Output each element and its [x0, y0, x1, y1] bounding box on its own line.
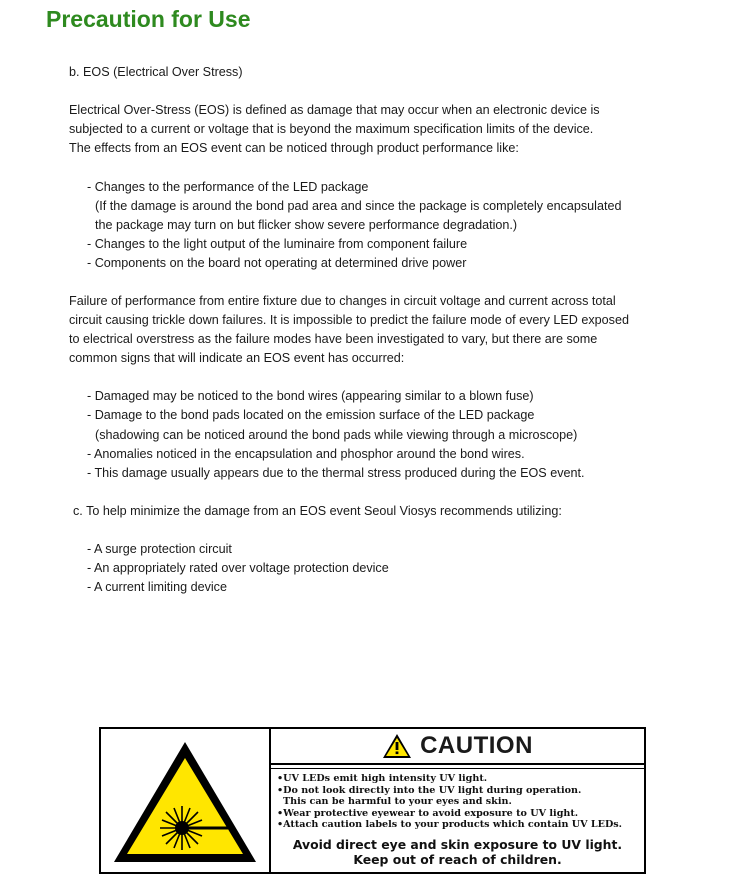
caution-footer: [277, 837, 644, 867]
list-item: - Damage to the bond pads located on the emission surface of the LED package: [87, 408, 535, 422]
paragraph-line: Electrical Over-Stress (EOS) is defined as damage that may occur when an electronic device is: [69, 103, 600, 117]
paragraph-line: common signs that will indicate an EOS event has occurred:: [69, 351, 405, 365]
list-item: - Damaged may be noticed to the bond wires (appearing similar to a blown fuse): [87, 389, 534, 403]
list-item: - An appropriately rated over voltage protection device: [87, 561, 389, 575]
paragraph-line: to electrical overstress as the failure modes have been investigated to vary, but there are some: [69, 332, 598, 346]
paragraph-line: The effects from an EOS event can be noticed through product performance like:: [69, 141, 519, 155]
laser-hazard-icon: [110, 736, 260, 866]
caution-header: [271, 729, 644, 765]
list-item: - This damage usually appears due to the thermal stress produced during the EOS event.: [87, 466, 585, 480]
caution-bullet: •Wear protective eyewear to avoid exposure to UV light.: [277, 807, 579, 819]
list-item: - A surge protection circuit: [87, 542, 232, 556]
paragraph-line: circuit causing trickle down failures. It is impossible to predict the failure mode of every LED exposed: [69, 313, 629, 327]
list-item-continuation: (shadowing can be noticed around the bond pads while viewing through a microscope): [95, 428, 578, 442]
paragraph-line: subjected to a current or voltage that is beyond the maximum specification limits of the device.: [69, 122, 594, 136]
list-item: - Changes to the light output of the luminaire from component failure: [87, 237, 468, 251]
list-item: - Changes to the performance of the LED package: [87, 180, 369, 194]
caution-title: CAUTION: [420, 732, 533, 759]
paragraph-line: Failure of performance from entire fixture due to changes in circuit voltage and current across total: [69, 294, 616, 308]
warning-triangle-icon: [382, 733, 412, 759]
list-item: - A current limiting device: [87, 580, 227, 594]
caution-bullet-continuation: This can be harmful to your eyes and skin.: [283, 796, 512, 807]
caution-footer-line: Keep out of reach of children.: [353, 851, 562, 867]
list-item: - Components on the board not operating at determined drive power: [87, 256, 467, 270]
page-title: Precaution for Use: [46, 6, 251, 32]
caution-bullet: •Attach caution labels to your products which contain UV LEDs.: [277, 819, 623, 830]
list-item-continuation: the package may turn on but flicker show severe performance degradation.): [95, 218, 518, 232]
caution-bullet: •UV LEDs emit high intensity UV light.: [277, 773, 488, 784]
caution-footer-line: Avoid direct eye and skin exposure to UV light.: [292, 836, 623, 852]
laser-hazard-panel: [101, 729, 271, 872]
section-b-heading: b. EOS (Electrical Over Stress): [69, 65, 243, 79]
list-item-continuation: (If the damage is around the bond pad area and since the package is completely encapsulated: [95, 199, 622, 213]
caution-bullet: •Do not look directly into the UV light during operation.: [277, 784, 582, 796]
caution-body: [271, 768, 644, 872]
section-c-heading: c. To help minimize the damage from an EOS event Seoul Viosys recommends utilizing:: [73, 504, 562, 518]
list-item: - Anomalies noticed in the encapsulation and phosphor around the bond wires.: [87, 447, 525, 461]
caution-label: [99, 727, 646, 874]
caution-text-panel: [271, 729, 644, 872]
